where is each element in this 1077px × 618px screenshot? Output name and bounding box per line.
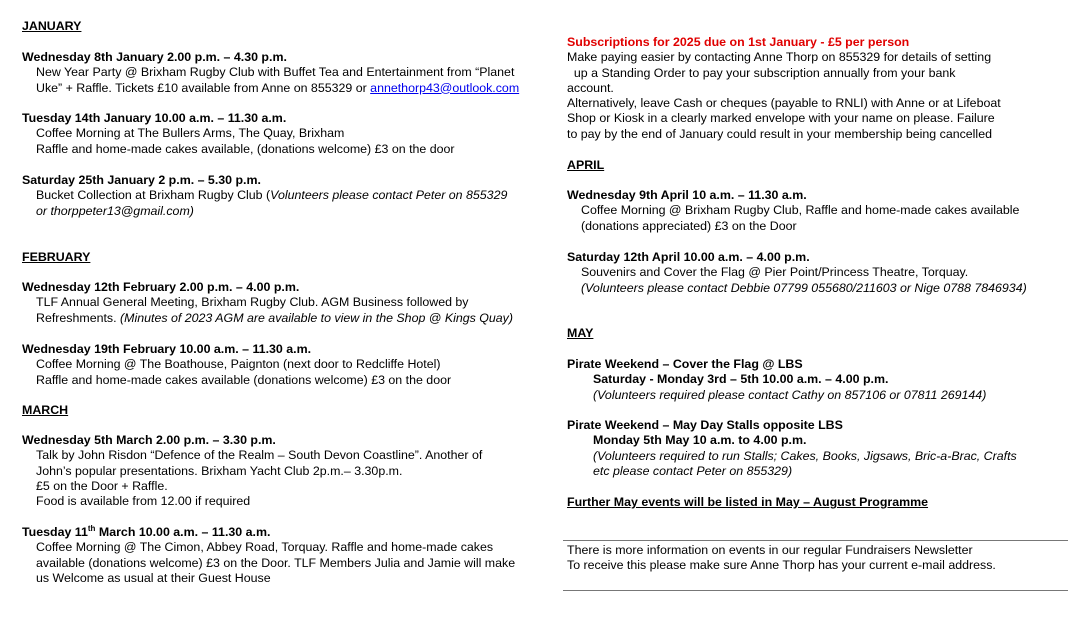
event-title: Pirate Weekend – May Day Stalls opposite LBS	[567, 418, 843, 432]
event-title	[22, 525, 557, 540]
event-mar-coffee-morning	[22, 525, 557, 586]
event-desc-italic: (Minutes of 2023 AGM are available to view in the Shop @ Kings Quay)	[120, 310, 514, 325]
subscriptions-line: Make paying easier by contacting Anne Thorp on 855329 for details of setting	[567, 50, 992, 65]
event-desc-line: Coffee Morning @ Brixham Rugby Club, Raffle and home-made cakes available	[581, 203, 1020, 218]
event-may-cover-the-flag	[567, 357, 1072, 403]
event-desc-line: (Volunteers please contact Debbie 07799 055680/211603 or Nige 0788 7846934)	[581, 280, 1027, 295]
event-title: Saturday 25th January 2 p.m. – 5.30 p.m.	[22, 173, 261, 187]
event-subtitle: Monday 5th May 10 a.m. to 4.00 p.m.	[593, 433, 807, 448]
divider-top	[563, 540, 1068, 541]
newsletter-footer	[567, 543, 1072, 574]
event-desc-line: Coffee Morning at The Bullers Arms, The Quay, Brixham	[36, 126, 345, 141]
event-desc-line: Raffle and home-made cakes available (donations welcome) £3 on the door	[36, 372, 452, 387]
footer-line: There is more information on events in our regular Fundraisers Newsletter	[567, 543, 973, 557]
event-title: Tuesday 14th January 10.00 a.m. – 11.30 a.m.	[22, 111, 287, 125]
email-link[interactable]: annethorp43@outlook.com	[370, 80, 520, 95]
event-desc-line: John’s popular presentations. Brixham Yacht Club 2p.m.– 3.30p.m.	[36, 463, 403, 478]
event-desc-line: Food is available from 12.00 if required	[36, 494, 251, 509]
subscriptions-line	[567, 66, 1072, 81]
subscriptions-line: Shop or Kiosk in a clearly marked envelope with your name on please. Failure	[567, 111, 995, 126]
ordinal-suffix: th	[87, 523, 96, 533]
event-title: Saturday 12th April 10.00 a.m. – 4.00 p.m.	[567, 250, 810, 264]
event-title-text: March 10.00 a.m. – 11.30 a.m.	[95, 525, 271, 539]
footer-line: To receive this please make sure Anne Thorp has your current e-mail address.	[567, 558, 996, 573]
event-title: Pirate Weekend – Cover the Flag @ LBS	[567, 357, 803, 371]
heading-may: MAY	[567, 326, 594, 340]
event-feb-agm	[22, 280, 557, 326]
event-desc-line: Talk by John Risdon “Defence of the Realm – South Devon Coastline”. Another of	[36, 448, 483, 463]
event-desc-line: Raffle and home-made cakes available, (donations welcome) £3 on the door	[36, 141, 455, 156]
event-desc-line: TLF Annual General Meeting, Brixham Rugby Club. AGM Business followed by	[36, 295, 469, 310]
event-apr-coffee-morning	[567, 188, 1072, 234]
event-desc-text: Refreshments.	[36, 310, 121, 325]
event-title: Wednesday 19th February 10.00 a.m. – 11.30 a.m.	[22, 342, 312, 356]
heading-february: FEBRUARY	[22, 250, 91, 264]
event-feb-coffee-morning	[22, 342, 557, 388]
event-mar-talk	[22, 433, 557, 509]
event-desc-line: Coffee Morning @ The Boathouse, Paignton (next door to Redcliffe Hotel)	[36, 357, 441, 372]
event-desc-text: Bucket Collection at Brixham Rugby Club (	[36, 188, 271, 203]
event-title: Wednesday 9th April 10 a.m. – 11.30 a.m.	[567, 188, 807, 202]
event-desc-text: Uke” + Raffle. Tickets £10 available from Anne on 855329 or	[36, 80, 371, 95]
event-desc-line: (Volunteers required please contact Cathy on 857106 or 07811 269144)	[593, 387, 987, 402]
event-desc-line: or thorppeter13@gmail.com)	[36, 203, 194, 218]
event-jan-new-year-party	[22, 50, 557, 96]
event-title: Wednesday 12th February 2.00 p.m. – 4.00 p.m.	[22, 280, 300, 294]
heading-april: APRIL	[567, 158, 605, 172]
event-desc-italic: Volunteers please contact Peter on 855329	[270, 188, 508, 203]
further-events-note: Further May events will be listed in May – August Programme	[567, 495, 929, 509]
event-desc-line: us Welcome as usual at their Guest House	[36, 570, 271, 585]
heading-march: MARCH	[22, 403, 69, 417]
divider-bottom	[563, 590, 1068, 591]
event-desc-line: etc please contact Peter on 855329)	[593, 463, 793, 478]
event-desc-line: £5 on the Door + Raffle.	[36, 478, 168, 493]
event-may-day-stalls	[567, 418, 1072, 479]
event-desc-line	[22, 81, 557, 96]
subscriptions-line: to pay by the end of January could result in your membership being cancelled	[567, 126, 992, 141]
event-title: Wednesday 8th January 2.00 p.m. – 4.30 p.m.	[22, 50, 287, 64]
event-desc-line: (Volunteers required to run Stalls; Cakes, Books, Jigsaws, Bric-a-Brac, Crafts	[593, 448, 1017, 463]
subscriptions-title: Subscriptions for 2025 due on 1st January - £5 per person	[567, 35, 910, 49]
event-jan-coffee-morning	[22, 111, 557, 157]
heading-january: JANUARY	[22, 19, 82, 33]
event-apr-cover-the-flag	[567, 250, 1072, 296]
event-title: Wednesday 5th March 2.00 p.m. – 3.30 p.m.	[22, 433, 276, 447]
event-desc-line	[22, 311, 557, 326]
event-desc-line: Souvenirs and Cover the Flag @ Pier Point/Princess Theatre, Torquay.	[581, 265, 969, 280]
subscriptions-line: Alternatively, leave Cash or cheques (payable to RNLI) with Anne or at Lifeboat	[567, 96, 1001, 111]
event-desc-line: (donations appreciated) £3 on the Door	[581, 218, 797, 233]
subscriptions-line: account.	[567, 80, 614, 95]
event-desc-line: Coffee Morning @ The Cimon, Abbey Road, Torquay. Raffle and home-made cakes	[36, 540, 494, 555]
event-desc-line	[22, 188, 557, 203]
event-jan-bucket-collection	[22, 173, 557, 219]
event-desc-line: available (donations welcome) £3 on the Door. TLF Members Julia and Jamie will make	[36, 555, 516, 570]
event-desc-line: New Year Party @ Brixham Rugby Club with Buffet Tea and Entertainment from “Planet	[36, 65, 515, 80]
subscriptions-notice	[567, 35, 1072, 142]
subscriptions-text: up a Standing Order to pay your subscription annually from your bank	[573, 65, 956, 80]
event-title-text: Tuesday 11	[22, 525, 88, 539]
event-subtitle: Saturday - Monday 3rd – 5th 10.00 a.m. – 4.00 p.m.	[593, 372, 889, 387]
